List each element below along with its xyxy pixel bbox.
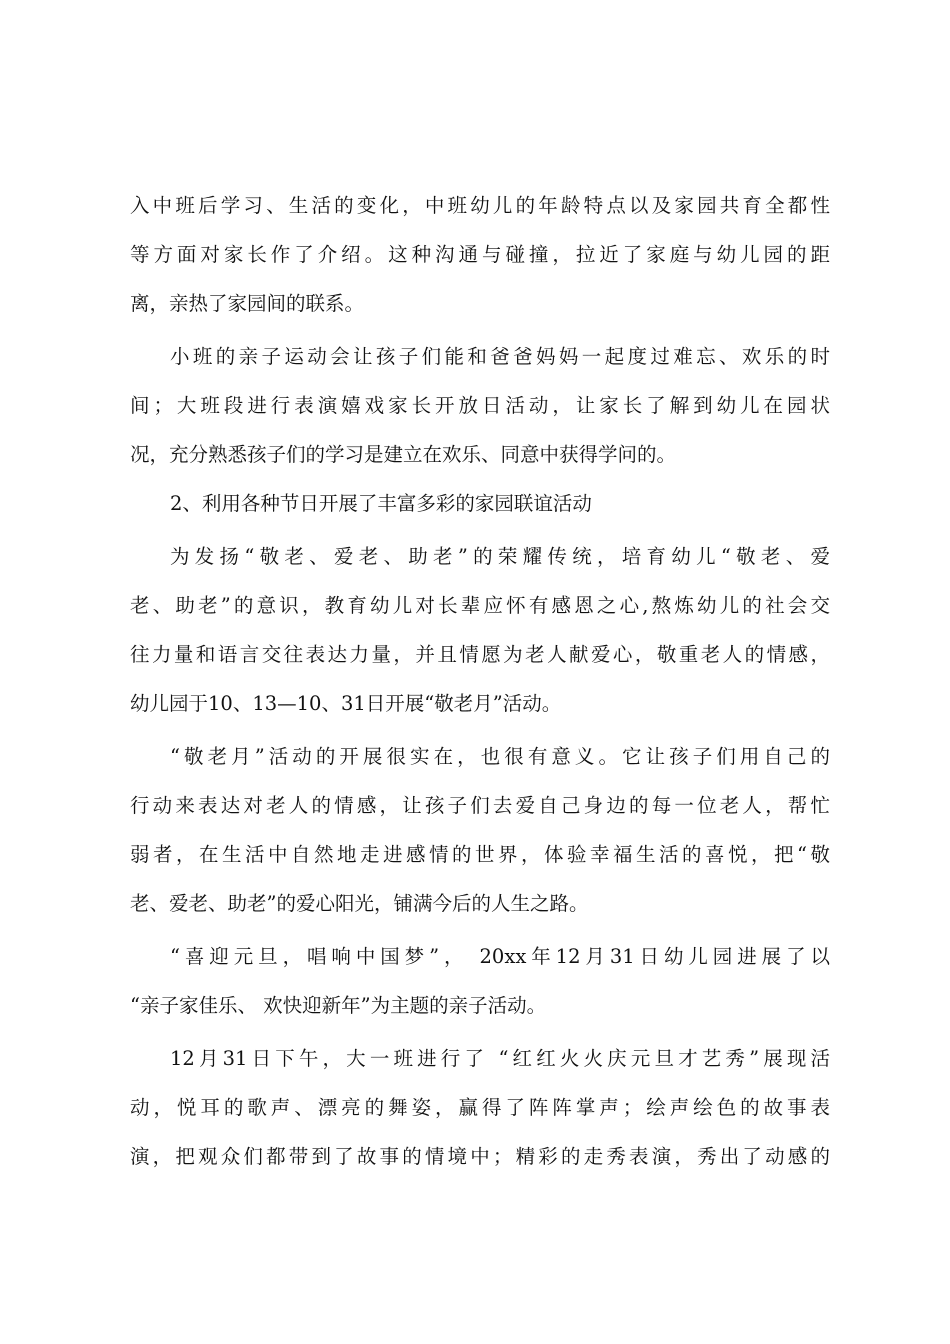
text-line: 老、爱老、助老”的爱心阳光，铺满今后的人生之路。: [130, 892, 589, 915]
paragraph-start-line: 12月31日下午，大一班进行了 “红红火火庆元旦才艺秀”展现活: [170, 1047, 830, 1070]
paragraph-start-line: “敬老月”活动的开展很实在，也很有意义。它让孩子们用自己的: [170, 745, 830, 768]
section-heading: 2、利用各种节日开展了丰富多彩的家园联谊活动: [170, 492, 592, 515]
text-line: 行动来表达对老人的情感，让孩子们去爱自己身边的每一位老人，帮忙: [130, 794, 830, 817]
text-line: 等方面对家长作了介绍。这种沟通与碰撞，拉近了家庭与幼儿园的距: [130, 243, 830, 266]
text-line: 况，充分熟悉孩子们的学习是建立在欢乐、同意中获得学问的。: [130, 443, 677, 466]
text-line: 间；大班段进行表演嬉戏家长开放日活动，让家长了解到幼儿在园状: [130, 394, 830, 417]
paragraph-start-line: “喜迎元旦，唱响中国梦”， 20xx年12月31日幼儿园进展了以: [170, 945, 830, 968]
text-line: 幼儿园于10、13—10、31日开展“敬老月”活动。: [130, 692, 562, 715]
text-line: “亲子家佳乐、 欢快迎新年”为主题的亲子活动。: [130, 994, 547, 1017]
paragraph-start-line: 为发扬“敬老、爱老、助老”的荣耀传统，培育幼儿“敬老、爱: [170, 545, 830, 568]
text-line: 演，把观众们都带到了故事的情境中；精彩的走秀表演，秀出了动感的: [130, 1145, 830, 1168]
text-line: 老、助老”的意识，教育幼儿对长辈应怀有感恩之心,熬炼幼儿的社会交: [130, 594, 830, 617]
paragraph-start-line: 小班的亲子运动会让孩子们能和爸爸妈妈一起度过难忘、欢乐的时: [170, 345, 830, 368]
text-line: 动，悦耳的歌声、漂亮的舞姿，赢得了阵阵掌声；绘声绘色的故事表: [130, 1096, 830, 1119]
text-line: 弱者，在生活中自然地走进感情的世界，体验幸福生活的喜悦，把“敬: [130, 843, 830, 866]
text-line: 离，亲热了家园间的联系。: [130, 292, 365, 315]
text-line: 往力量和语言交往表达力量，并且情愿为老人献爱心，敬重老人的情感，: [130, 643, 830, 666]
text-line: 入中班后学习、生活的变化，中班幼儿的年龄特点以及家园共育全都性: [130, 194, 830, 217]
